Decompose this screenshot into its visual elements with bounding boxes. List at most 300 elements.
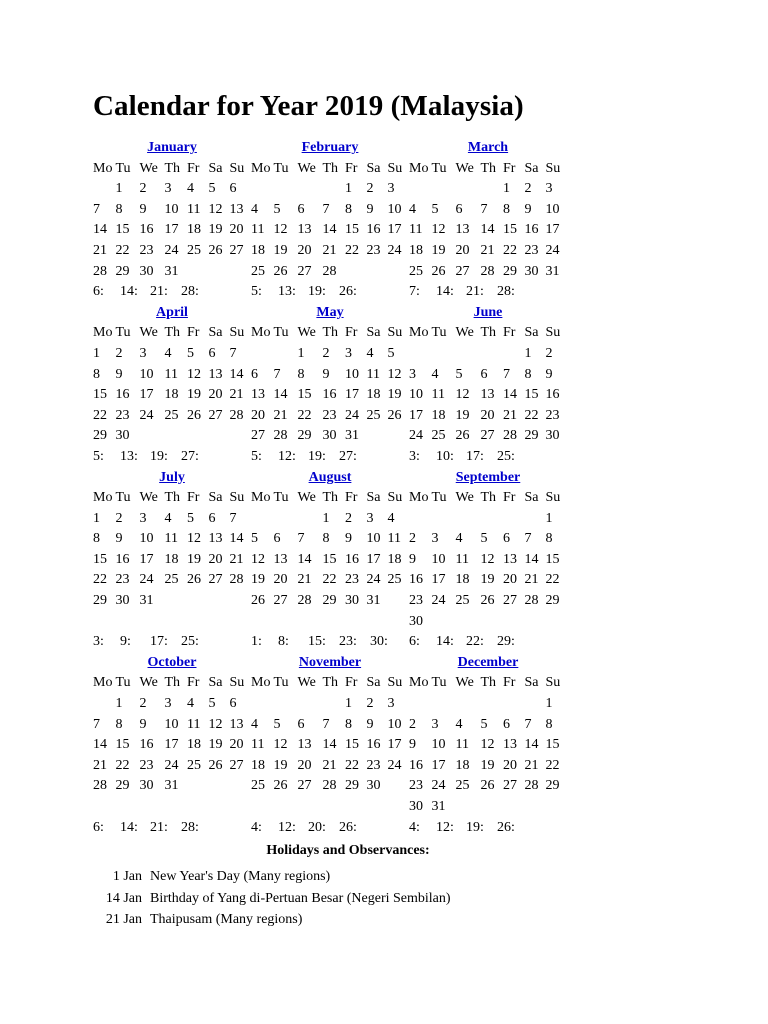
day-cell: 14 — [480, 222, 495, 238]
week-number-footer — [251, 818, 409, 839]
day-cell: 13 — [229, 716, 244, 732]
day-cell: 27 — [297, 263, 312, 279]
day-cell: 10 — [431, 551, 446, 567]
month-title-link[interactable]: February — [301, 140, 359, 155]
day-cell: 13 — [455, 222, 470, 238]
week-number: 1: — [251, 634, 262, 650]
day-cell: 20 — [480, 407, 495, 423]
month-february — [251, 138, 409, 303]
day-cell: 1 — [93, 510, 100, 526]
weekday-header: We — [297, 675, 316, 691]
empty-cell — [274, 612, 298, 633]
day-cell: 21 — [503, 407, 517, 423]
weekday-header: Sa — [524, 490, 539, 506]
day-grid — [93, 159, 251, 283]
weekday-header: Th — [164, 675, 181, 691]
day-cell: 12 — [208, 716, 223, 732]
week-number: 8: — [278, 634, 289, 650]
week-number: 14: — [120, 284, 138, 300]
day-cell: 23 — [524, 242, 539, 258]
empty-cell — [481, 344, 504, 365]
day-cell: 18 — [409, 242, 423, 258]
month-june — [409, 303, 567, 468]
weekday-header: Fr — [345, 160, 358, 176]
day-cell: 3 — [387, 181, 395, 197]
week-number: 10: — [436, 448, 454, 464]
day-cell: 20 — [229, 222, 244, 238]
empty-cell — [209, 797, 230, 818]
day-cell: 6 — [297, 201, 305, 217]
empty-cell — [251, 344, 274, 365]
day-cell: 4 — [164, 345, 172, 361]
day-cell: 12 — [387, 366, 402, 382]
holiday-date: 14 Jan — [105, 890, 142, 906]
weekday-header: Mo — [93, 160, 113, 176]
day-cell: 11 — [164, 366, 178, 382]
empty-cell — [165, 797, 188, 818]
day-cell: 29 — [503, 263, 517, 279]
day-cell: 18 — [187, 737, 201, 753]
day-cell: 10 — [345, 366, 359, 382]
day-cell: 29 — [322, 593, 337, 609]
weekday-header: Su — [387, 675, 403, 691]
empty-cell — [187, 591, 209, 612]
month-title-link[interactable]: April — [156, 304, 188, 320]
week-number: 28: — [181, 284, 199, 300]
day-cell: 16 — [139, 737, 154, 753]
day-cell: 15 — [345, 222, 359, 238]
day-cell: 14 — [297, 551, 312, 567]
day-cell: 13 — [208, 531, 223, 547]
day-cell: 28 — [322, 778, 337, 794]
month-title-link[interactable]: January — [147, 140, 197, 155]
week-number: 21: — [150, 819, 168, 835]
empty-cell — [187, 426, 209, 447]
day-cell: 28 — [93, 263, 107, 279]
empty-cell — [456, 509, 481, 530]
day-cell: 16 — [115, 387, 130, 403]
empty-cell — [481, 179, 504, 200]
day-cell: 6 — [503, 716, 510, 732]
day-cell: 19 — [251, 572, 265, 588]
week-number: 14: — [436, 634, 454, 650]
day-cell: 17 — [431, 757, 446, 773]
week-number: 29: — [497, 634, 515, 650]
weekday-header: Sa — [366, 160, 381, 176]
day-cell: 17 — [164, 222, 179, 238]
weekday-header: Sa — [366, 675, 381, 691]
day-cell: 14 — [322, 222, 337, 238]
day-cell: 31 — [345, 428, 359, 444]
empty-cell — [209, 426, 230, 447]
day-cell: 24 — [366, 572, 381, 588]
day-cell: 26 — [480, 593, 495, 609]
day-cell: 17 — [387, 222, 402, 238]
weekday-header: Sa — [524, 325, 539, 341]
day-cell: 3 — [164, 696, 172, 712]
day-cell: 20 — [208, 387, 223, 403]
day-cell: 12 — [273, 737, 288, 753]
day-cell: 30 — [345, 593, 359, 609]
day-cell: 26 — [187, 407, 201, 423]
week-number: 5: — [251, 448, 262, 464]
empty-cell — [230, 797, 252, 818]
day-cell: 30 — [139, 263, 154, 279]
day-cell: 18 — [366, 387, 381, 403]
empty-cell — [230, 776, 252, 797]
week-number: 17: — [466, 448, 484, 464]
week-number-footer — [93, 818, 251, 839]
day-cell: 17 — [345, 387, 359, 403]
day-cell: 18 — [431, 407, 446, 423]
day-cell: 10 — [164, 201, 179, 217]
weekday-header: Th — [480, 490, 497, 506]
empty-cell — [525, 509, 546, 530]
weekday-header: Sa — [366, 325, 381, 341]
empty-cell — [409, 509, 432, 530]
weekday-header: We — [139, 160, 158, 176]
day-cell: 3 — [409, 366, 416, 382]
weekday-header: Su — [545, 675, 561, 691]
empty-cell — [456, 344, 481, 365]
day-cell: 2 — [139, 181, 147, 197]
empty-cell — [140, 426, 165, 447]
day-cell: 20 — [503, 757, 517, 773]
weekday-header: Tu — [273, 160, 289, 176]
day-cell: 29 — [115, 263, 130, 279]
empty-cell — [116, 797, 140, 818]
day-cell: 20 — [273, 572, 288, 588]
day-cell: 27 — [273, 593, 288, 609]
day-cell: 24 — [345, 407, 359, 423]
day-cell: 8 — [345, 201, 352, 217]
weekday-header: Tu — [431, 160, 447, 176]
weekday-header: Th — [480, 160, 497, 176]
day-cell: 2 — [139, 696, 147, 712]
week-number: 25: — [181, 634, 199, 650]
month-august — [251, 468, 409, 653]
empty-cell — [323, 797, 346, 818]
day-cell: 28 — [229, 407, 244, 423]
month-title-link[interactable]: July — [159, 469, 185, 485]
month-title-link[interactable]: March — [467, 140, 509, 155]
day-cell: 9 — [524, 201, 532, 217]
month-title-link[interactable]: December — [457, 654, 519, 670]
week-number-footer — [409, 818, 567, 839]
day-cell: 7 — [93, 201, 100, 217]
weekday-header: We — [455, 325, 474, 341]
day-cell: 19 — [187, 387, 201, 403]
month-title-link[interactable]: September — [455, 469, 521, 485]
day-cell: 2 — [115, 345, 123, 361]
empty-cell — [116, 612, 140, 633]
day-cell: 2 — [545, 345, 553, 361]
day-cell: 13 — [251, 387, 265, 403]
weekday-header: Mo — [409, 160, 429, 176]
day-cell: 25 — [187, 757, 201, 773]
month-row — [93, 468, 568, 653]
day-cell: 13 — [297, 737, 312, 753]
day-cell: 3 — [164, 181, 172, 197]
empty-cell — [165, 591, 188, 612]
day-cell: 30 — [545, 428, 560, 444]
week-number: 21: — [466, 284, 484, 300]
day-cell: 7 — [229, 510, 237, 526]
day-cell: 13 — [297, 222, 312, 238]
day-cell: 9 — [115, 366, 123, 382]
weekday-header: Tu — [431, 325, 447, 341]
day-cell: 30 — [115, 428, 130, 444]
day-cell: 15 — [545, 737, 560, 753]
day-cell: 8 — [545, 716, 553, 732]
month-december — [409, 653, 567, 838]
day-cell: 15 — [503, 222, 517, 238]
day-cell: 4 — [164, 510, 172, 526]
day-cell: 4 — [455, 531, 463, 547]
day-cell: 21 — [524, 757, 539, 773]
day-cell: 12 — [251, 551, 265, 567]
empty-cell — [298, 612, 323, 633]
day-cell: 21 — [93, 242, 107, 258]
weekday-header: Su — [387, 325, 403, 341]
weekday-header: Su — [545, 160, 561, 176]
day-cell: 11 — [431, 387, 445, 403]
weekday-header: Sa — [208, 160, 223, 176]
empty-cell — [388, 426, 410, 447]
day-cell: 25 — [409, 263, 423, 279]
day-cell: 18 — [187, 222, 201, 238]
empty-cell — [274, 797, 298, 818]
day-cell: 6 — [455, 201, 463, 217]
month-title-link[interactable]: August — [308, 469, 352, 485]
month-row — [93, 303, 568, 468]
day-cell: 11 — [187, 201, 201, 217]
day-cell: 7 — [322, 716, 330, 732]
day-cell: 29 — [93, 428, 107, 444]
week-number-footer — [93, 282, 251, 303]
day-cell: 24 — [387, 757, 402, 773]
day-cell: 12 — [455, 387, 470, 403]
week-number-footer — [93, 447, 251, 468]
week-number: 7: — [409, 284, 420, 300]
month-title-link[interactable]: May — [316, 304, 344, 320]
day-cell: 23 — [115, 572, 130, 588]
weekday-header: Fr — [187, 160, 200, 176]
weekday-header: Mo — [251, 675, 271, 691]
weekday-header: Fr — [503, 675, 516, 691]
weekday-header: Tu — [273, 325, 289, 341]
day-cell: 4 — [387, 510, 395, 526]
day-cell: 20 — [229, 737, 244, 753]
day-cell: 19 — [431, 242, 446, 258]
day-cell: 11 — [387, 531, 401, 547]
week-number: 14: — [120, 819, 138, 835]
holiday-name: Birthday of Yang di-Pertuan Besar (Negeri Sembilan) — [150, 890, 451, 906]
week-number: 3: — [409, 448, 420, 464]
day-cell: 22 — [345, 242, 359, 258]
day-cell: 3 — [431, 531, 439, 547]
month-september — [409, 468, 567, 653]
day-cell: 19 — [208, 222, 223, 238]
weekday-header: Fr — [187, 675, 200, 691]
weekday-header: Mo — [409, 325, 429, 341]
day-cell: 1 — [345, 696, 352, 712]
weekday-header: Su — [387, 490, 403, 506]
week-number: 5: — [251, 284, 262, 300]
empty-cell — [93, 612, 116, 633]
day-cell: 7 — [93, 716, 100, 732]
day-cell: 7 — [524, 716, 532, 732]
day-cell: 28 — [229, 572, 244, 588]
day-cell: 10 — [139, 531, 154, 547]
week-number: 9: — [120, 634, 131, 650]
day-cell: 8 — [545, 531, 553, 547]
day-cell: 6 — [480, 366, 488, 382]
empty-cell — [140, 797, 165, 818]
day-cell: 29 — [345, 778, 359, 794]
day-cell: 9 — [139, 201, 147, 217]
weekday-header: Tu — [273, 675, 289, 691]
day-cell: 24 — [139, 407, 154, 423]
week-number: 23: — [339, 634, 357, 650]
day-cell: 28 — [480, 263, 495, 279]
day-cell: 15 — [93, 387, 107, 403]
week-number-footer — [409, 447, 567, 468]
empty-cell — [209, 776, 230, 797]
day-cell: 30 — [139, 778, 154, 794]
day-cell: 11 — [187, 716, 201, 732]
day-cell: 1 — [545, 696, 553, 712]
week-number: 12: — [278, 819, 296, 835]
day-cell: 21 — [322, 242, 337, 258]
day-cell: 5 — [208, 696, 216, 712]
week-number: 25: — [497, 448, 515, 464]
day-cell: 30 — [366, 778, 381, 794]
week-number-footer — [251, 447, 409, 468]
month-title-link[interactable]: June — [473, 304, 503, 320]
day-cell: 6 — [297, 716, 305, 732]
empty-cell — [367, 612, 388, 633]
day-grid — [251, 488, 409, 632]
month-title-link[interactable]: November — [298, 654, 362, 670]
day-cell: 22 — [115, 242, 130, 258]
day-cell: 19 — [480, 572, 495, 588]
weekday-header: Mo — [251, 490, 271, 506]
day-cell: 16 — [139, 222, 154, 238]
empty-cell — [481, 612, 504, 633]
empty-cell — [503, 344, 525, 365]
day-cell: 29 — [115, 778, 130, 794]
day-cell: 9 — [545, 366, 553, 382]
month-title-link[interactable]: October — [147, 654, 197, 670]
day-cell: 23 — [139, 242, 154, 258]
empty-cell — [251, 509, 274, 530]
day-cell: 9 — [409, 551, 416, 567]
week-number-footer — [409, 282, 567, 303]
empty-cell — [503, 797, 525, 818]
empty-cell — [93, 694, 116, 715]
day-cell: 3 — [345, 345, 352, 361]
empty-cell — [274, 509, 298, 530]
weekday-header: Fr — [345, 675, 358, 691]
day-cell: 23 — [345, 572, 359, 588]
day-cell: 25 — [187, 242, 201, 258]
holidays-list — [93, 866, 451, 931]
empty-cell — [409, 344, 432, 365]
day-cell: 2 — [345, 510, 352, 526]
day-cell: 25 — [164, 407, 179, 423]
empty-cell — [298, 797, 323, 818]
day-cell: 23 — [409, 778, 423, 794]
weekday-header: We — [297, 325, 316, 341]
week-number: 13: — [278, 284, 296, 300]
day-cell: 3 — [139, 510, 147, 526]
day-cell: 1 — [503, 181, 510, 197]
day-cell: 12 — [480, 551, 495, 567]
day-cell: 10 — [431, 737, 446, 753]
day-cell: 25 — [455, 593, 470, 609]
day-cell: 16 — [524, 222, 539, 238]
day-cell: 1 — [322, 510, 330, 526]
empty-cell — [525, 797, 546, 818]
month-july — [93, 468, 251, 653]
day-cell: 23 — [139, 757, 154, 773]
day-cell: 22 — [503, 242, 517, 258]
day-cell: 24 — [545, 242, 560, 258]
day-cell: 21 — [229, 551, 244, 567]
month-april — [93, 303, 251, 468]
day-cell: 4 — [187, 696, 194, 712]
day-cell: 15 — [297, 387, 312, 403]
week-number: 6: — [93, 284, 104, 300]
week-number: 27: — [339, 448, 357, 464]
day-cell: 11 — [164, 531, 178, 547]
week-number: 21: — [150, 284, 168, 300]
weekday-header: We — [455, 160, 474, 176]
day-grid — [409, 159, 567, 283]
day-cell: 17 — [139, 551, 154, 567]
weekday-header: Th — [164, 490, 181, 506]
day-cell: 11 — [251, 737, 265, 753]
empty-cell — [388, 776, 410, 797]
day-cell: 18 — [251, 242, 265, 258]
week-number: 26: — [339, 819, 357, 835]
month-november — [251, 653, 409, 838]
day-cell: 2 — [524, 181, 532, 197]
weekday-header: Sa — [524, 160, 539, 176]
day-cell: 31 — [431, 799, 446, 814]
weekday-header: Mo — [93, 675, 113, 691]
day-cell: 11 — [455, 737, 469, 753]
day-cell: 22 — [524, 407, 539, 423]
day-cell: 24 — [164, 757, 179, 773]
day-cell: 12 — [187, 366, 201, 382]
empty-cell — [525, 612, 546, 633]
day-cell: 17 — [545, 222, 560, 238]
empty-cell — [481, 509, 504, 530]
week-number: 3: — [93, 634, 104, 650]
week-number: 28: — [497, 284, 515, 300]
day-cell: 14 — [524, 737, 539, 753]
day-cell: 18 — [387, 551, 402, 567]
day-cell: 29 — [545, 593, 560, 609]
day-cell: 15 — [524, 387, 539, 403]
day-cell: 13 — [503, 551, 517, 567]
empty-cell — [345, 262, 367, 283]
day-cell: 27 — [480, 428, 495, 444]
empty-cell — [345, 797, 367, 818]
day-cell: 29 — [297, 428, 312, 444]
